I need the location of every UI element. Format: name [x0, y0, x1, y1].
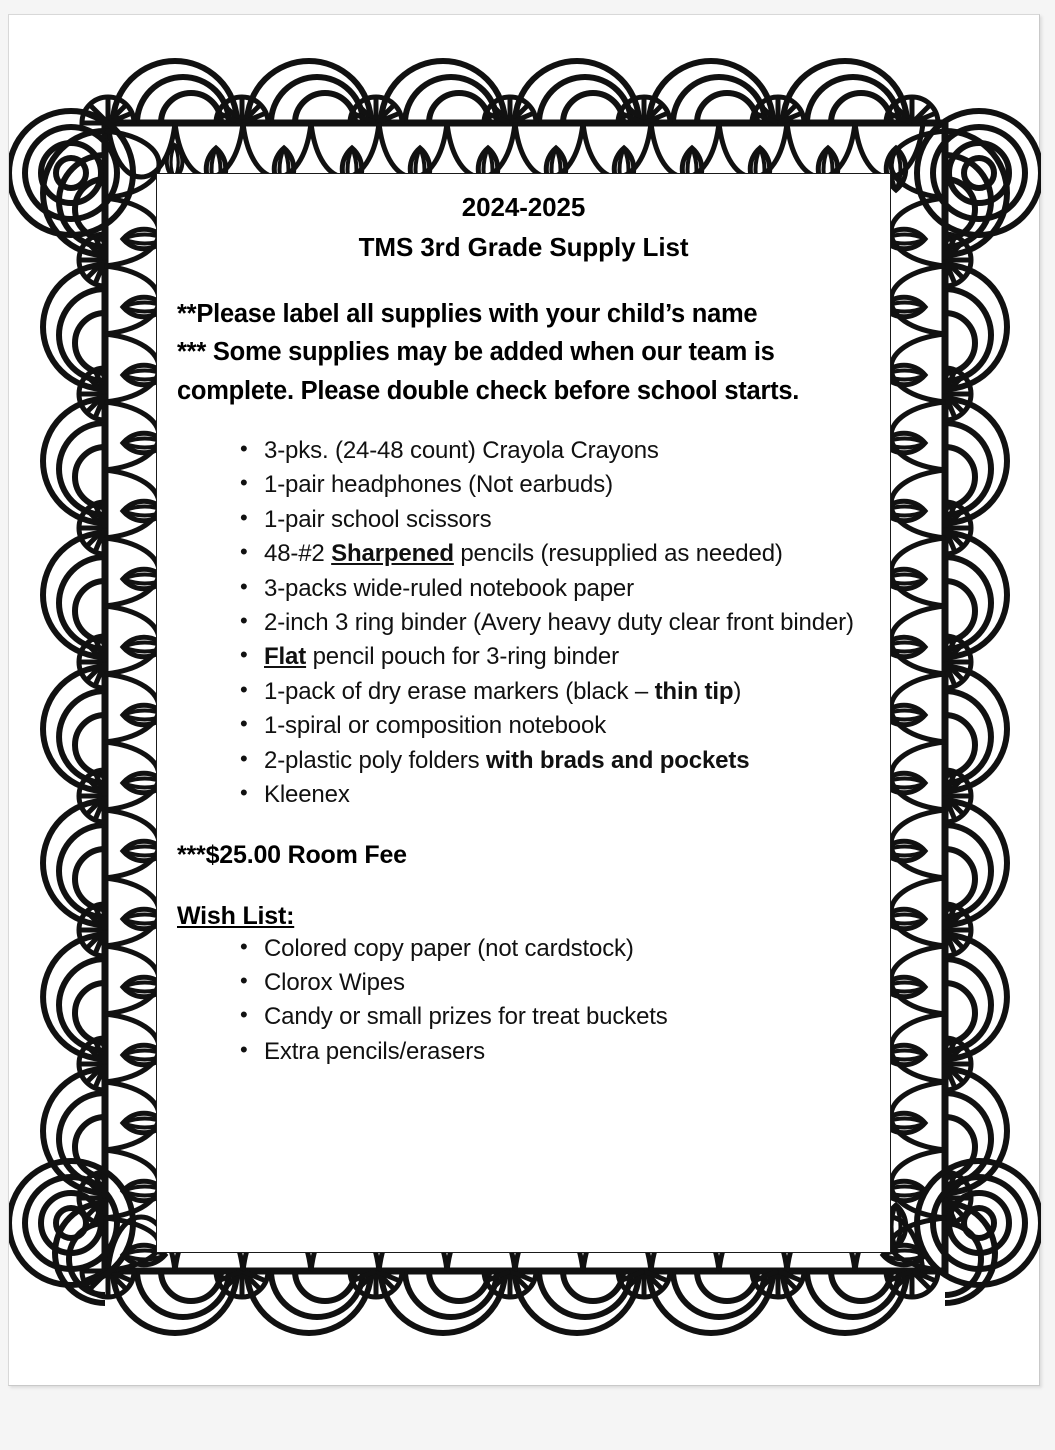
wish-items-list [177, 932, 870, 1070]
document-page [8, 14, 1040, 1386]
room-fee-note: ***$25.00 Room Fee [177, 840, 407, 869]
supply-list-item: • 2-plastic poly folders with brads and pockets [240, 744, 870, 778]
supply-list-item: • 1-pair headphones (Not earbuds) [240, 468, 870, 502]
supply-list-item: • 1-pair school scissors [240, 503, 870, 537]
notice-line-2: *** Some supplies may be added when our team is [177, 338, 775, 367]
supply-list-panel [156, 173, 891, 1253]
wish-list-item: • Candy or small prizes for treat buckets [240, 1000, 870, 1034]
notice-line-3: complete. Please double check before school starts. [177, 376, 800, 405]
page-title-year: 2024-2025 [461, 192, 586, 222]
supply-list-item: • Flat pencil pouch for 3-ring binder [240, 640, 870, 674]
wish-list-item: • Extra pencils/erasers [240, 1035, 870, 1069]
page-title: TMS 3rd Grade Supply List [358, 231, 689, 262]
emphasis-bold: thin tip [654, 677, 734, 705]
notice-block [177, 295, 870, 410]
supply-list-item: • 2-inch 3 ring binder (Avery heavy duty clear front binder) [240, 606, 870, 640]
emphasis-underline: Sharpened [331, 540, 454, 568]
supply-list-item: • Kleenex [240, 778, 870, 812]
supply-list-item: • 1-pack of dry erase markers (black – thin tip) [240, 675, 870, 709]
supply-list-item: • 3-packs wide-ruled notebook paper [240, 572, 870, 606]
supply-list-item: • 1-spiral or composition notebook [240, 709, 870, 743]
notice-line-1: **Please label all supplies with your child’s name [177, 300, 758, 329]
wish-list-heading: Wish List: [177, 901, 295, 930]
emphasis-underline: Flat [264, 643, 307, 671]
emphasis-bold: with brads and pockets [485, 746, 750, 774]
wish-list-item: • Clorox Wipes [240, 966, 870, 1000]
wish-list-section [177, 870, 870, 1070]
wish-list-item: • Colored copy paper (not cardstock) [240, 932, 870, 966]
supply-list-item: • 48-#2 Sharpened pencils (resupplied as needed) [240, 537, 870, 571]
supply-list-item: • 3-pks. (24-48 count) Crayola Crayons [240, 434, 870, 468]
supply-items-list [177, 434, 870, 813]
